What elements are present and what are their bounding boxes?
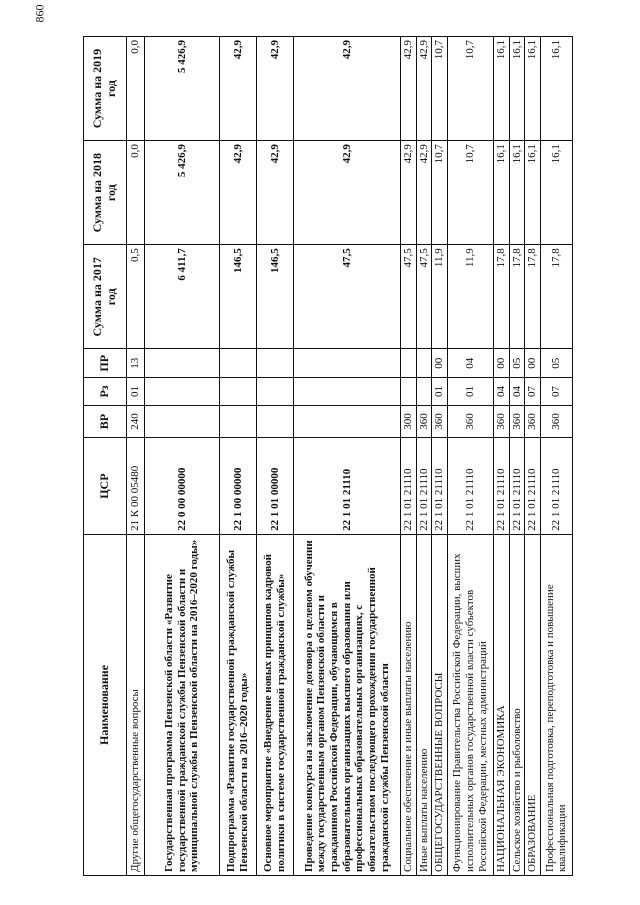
cell-y2018: 10,7	[447, 141, 493, 245]
cell-y2018: 5 426,9	[145, 141, 220, 245]
header-2017: Сумма на 2017 год	[84, 245, 127, 349]
cell-y2019: 0,0	[127, 37, 145, 141]
cell-csr: 22 1 00 00000	[220, 438, 257, 535]
cell-csr: 22 1 01 00000	[257, 438, 294, 535]
cell-y2019: 42,9	[220, 37, 257, 141]
cell-y2018: 16,1	[540, 141, 572, 245]
table-row	[432, 37, 448, 876]
table-body	[127, 37, 573, 876]
cell-y2018: 16,1	[525, 141, 541, 245]
cell-y2017: 17,8	[509, 245, 525, 349]
cell-rz	[416, 378, 432, 406]
cell-rz: 01	[127, 378, 145, 406]
cell-vr: 360	[493, 405, 509, 438]
cell-csr: 22 1 01 21110	[493, 438, 509, 535]
cell-y2017: 47,5	[416, 245, 432, 349]
cell-csr: 22 0 00 00000	[145, 438, 220, 535]
cell-name: Профессиональная подготовка, переподготовка и повышение квалификации	[540, 534, 572, 875]
cell-vr	[220, 405, 257, 438]
cell-y2019: 42,9	[294, 37, 401, 141]
cell-y2019: 42,9	[416, 37, 432, 141]
cell-y2018: 42,9	[220, 141, 257, 245]
cell-pr: 05	[509, 349, 525, 378]
cell-vr: 360	[509, 405, 525, 438]
cell-vr	[145, 405, 220, 438]
header-pr: ПР	[84, 349, 127, 378]
header-vr: ВР	[84, 405, 127, 438]
table-header-row	[84, 37, 127, 876]
cell-y2019: 42,9	[257, 37, 294, 141]
cell-y2019: 10,7	[447, 37, 493, 141]
table-row	[127, 37, 145, 876]
cell-vr	[257, 405, 294, 438]
cell-csr: 21 К 00 05480	[127, 438, 145, 535]
cell-rz: 07	[525, 378, 541, 406]
cell-vr: 360	[416, 405, 432, 438]
cell-pr: 00	[493, 349, 509, 378]
cell-name: НАЦИОНАЛЬНАЯ ЭКОНОМИКА	[493, 534, 509, 875]
cell-rz: 04	[493, 378, 509, 406]
cell-rz	[220, 378, 257, 406]
header-2018: Сумма на 2018 год	[84, 141, 127, 245]
cell-pr: 00	[525, 349, 541, 378]
cell-vr: 240	[127, 405, 145, 438]
cell-name: Другие общегосударственные вопросы	[127, 534, 145, 875]
cell-y2017: 47,5	[294, 245, 401, 349]
cell-rz: 07	[540, 378, 572, 406]
cell-rz	[401, 378, 417, 406]
budget-table-rotated	[83, 36, 600, 876]
cell-vr	[294, 405, 401, 438]
cell-csr: 22 1 01 21110	[447, 438, 493, 535]
cell-y2017: 17,8	[493, 245, 509, 349]
cell-y2017: 17,8	[525, 245, 541, 349]
budget-table	[83, 36, 573, 876]
cell-pr	[257, 349, 294, 378]
table-row	[447, 37, 493, 876]
cell-name: Иные выплаты населению	[416, 534, 432, 875]
cell-name: ОБРАЗОВАНИЕ	[525, 534, 541, 875]
cell-name: Функционирование Правительства Российской Федерации, высших исполнительных органов государственной власти субъектов Российской Федерации, местных администраций	[447, 534, 493, 875]
cell-csr: 22 1 01 21110	[294, 438, 401, 535]
cell-y2018: 42,9	[257, 141, 294, 245]
cell-csr: 22 1 01 21110	[432, 438, 448, 535]
cell-y2019: 16,1	[509, 37, 525, 141]
cell-rz: 01	[432, 378, 448, 406]
cell-rz	[145, 378, 220, 406]
table-row	[540, 37, 572, 876]
cell-y2017: 0,5	[127, 245, 145, 349]
cell-y2017: 17,8	[540, 245, 572, 349]
cell-y2019: 16,1	[493, 37, 509, 141]
cell-name: Основное мероприятие «Внедрение новых принципов кадровой политики в системе государственной гражданской службы»	[257, 534, 294, 875]
cell-y2018: 10,7	[432, 141, 448, 245]
cell-vr: 360	[432, 405, 448, 438]
cell-rz: 04	[509, 378, 525, 406]
cell-csr: 22 1 01 21110	[525, 438, 541, 535]
cell-pr	[401, 349, 417, 378]
cell-y2018: 16,1	[509, 141, 525, 245]
cell-pr: 04	[447, 349, 493, 378]
cell-y2017: 146,5	[257, 245, 294, 349]
cell-y2017: 47,5	[401, 245, 417, 349]
cell-pr	[294, 349, 401, 378]
cell-y2019: 10,7	[432, 37, 448, 141]
cell-y2017: 6 411,7	[145, 245, 220, 349]
table-row	[509, 37, 525, 876]
cell-y2019: 5 426,9	[145, 37, 220, 141]
cell-csr: 22 1 01 21110	[509, 438, 525, 535]
cell-pr	[145, 349, 220, 378]
cell-name: Государственная программа Пензенской области «Развитие государственной гражданской службы Пензенской области и муниципальной службы в Пензенской области на 2016–2020 годы»	[145, 534, 220, 875]
cell-vr: 360	[525, 405, 541, 438]
cell-y2019: 16,1	[540, 37, 572, 141]
table-row	[145, 37, 220, 876]
cell-name: Сельское хозяйство и рыболовство	[509, 534, 525, 875]
cell-y2018: 42,9	[416, 141, 432, 245]
cell-pr: 05	[540, 349, 572, 378]
cell-vr: 300	[401, 405, 417, 438]
cell-y2018: 0,0	[127, 141, 145, 245]
cell-csr: 22 1 01 21110	[416, 438, 432, 535]
table-row	[416, 37, 432, 876]
cell-pr	[416, 349, 432, 378]
table-row	[525, 37, 541, 876]
cell-rz	[257, 378, 294, 406]
cell-csr: 22 1 01 21110	[401, 438, 417, 535]
header-csr: ЦСР	[84, 438, 127, 535]
table-row	[294, 37, 401, 876]
cell-vr: 360	[447, 405, 493, 438]
cell-y2017: 146,5	[220, 245, 257, 349]
header-name: Наименование	[84, 534, 127, 875]
cell-name: Подпрограмма «Развитие государственной гражданской службы Пензенской области на 2016–2020 годы»	[220, 534, 257, 875]
header-rz: Рз	[84, 378, 127, 406]
page-number: 860	[32, 4, 47, 23]
cell-y2018: 16,1	[493, 141, 509, 245]
cell-name: Социальное обеспечение и иные выплаты населению	[401, 534, 417, 875]
cell-name: ОБЩЕГОСУДАРСТВЕННЫЕ ВОПРОСЫ	[432, 534, 448, 875]
table-row	[257, 37, 294, 876]
cell-csr: 22 1 01 21110	[540, 438, 572, 535]
cell-vr: 360	[540, 405, 572, 438]
header-2019: Сумма на 2019 год	[84, 37, 127, 141]
cell-pr	[220, 349, 257, 378]
cell-rz	[294, 378, 401, 406]
cell-y2017: 11,9	[432, 245, 448, 349]
cell-pr: 00	[432, 349, 448, 378]
cell-y2019: 16,1	[525, 37, 541, 141]
cell-y2018: 42,9	[401, 141, 417, 245]
cell-y2019: 42,9	[401, 37, 417, 141]
cell-pr: 13	[127, 349, 145, 378]
table-row	[401, 37, 417, 876]
cell-y2018: 42,9	[294, 141, 401, 245]
cell-y2017: 11,9	[447, 245, 493, 349]
table-row	[493, 37, 509, 876]
cell-name: Проведение конкурса на заключение договора о целевом обучении между государственным органом Пензенской области и гражданином Российской Федерации, обучающимся в образовательных организациях высшего образования или профессиональных образовательных организациях, с обязательством последующего прохождения государственной гражданской службы Пензенской области	[294, 534, 401, 875]
cell-rz: 01	[447, 378, 493, 406]
table-row	[220, 37, 257, 876]
